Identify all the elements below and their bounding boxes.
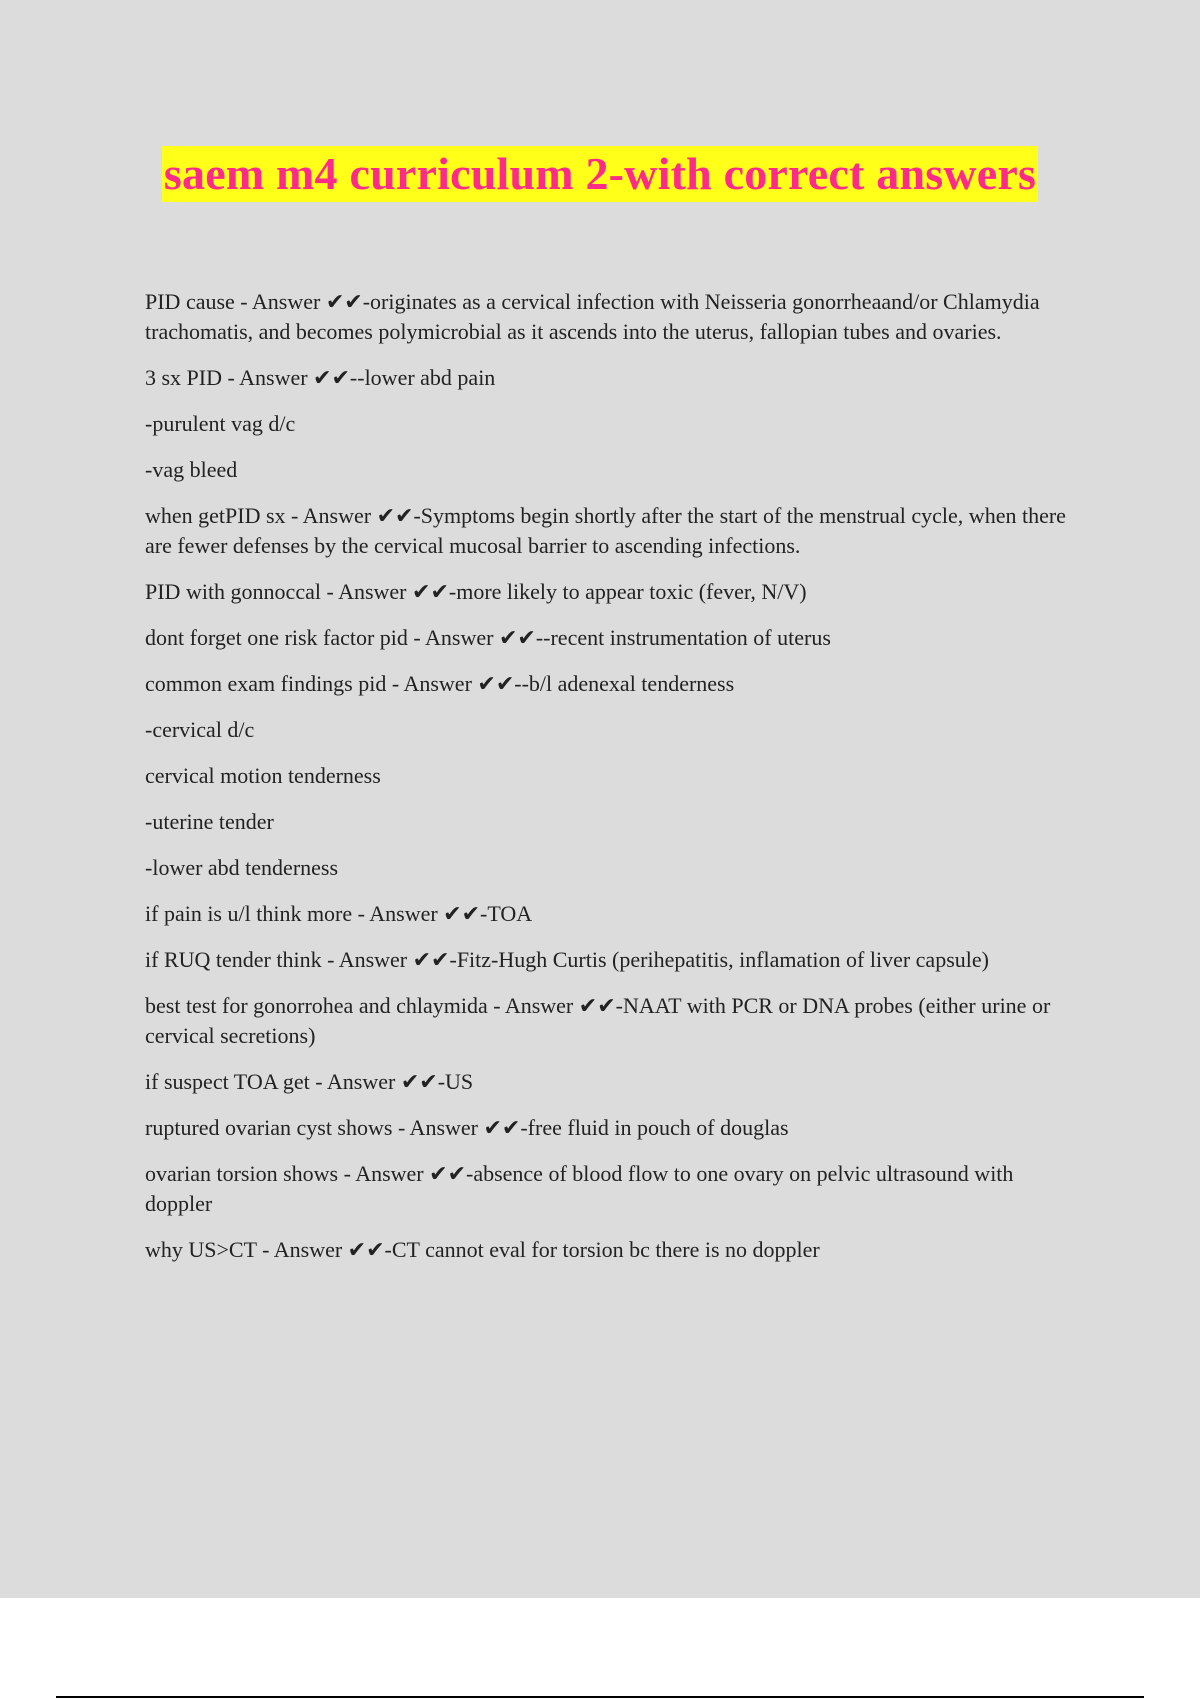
title-container (0, 146, 1200, 202)
qa-entry: -purulent vag d/c (145, 411, 296, 436)
qa-entry: ruptured ovarian cyst shows - Answer ✔✔-free fluid in pouch of douglas (145, 1115, 789, 1140)
qa-entry: -vag bleed (145, 457, 238, 482)
qa-entry: -cervical d/c (145, 717, 255, 742)
qa-entry: PID cause - Answer ✔✔-originates as a cervical infection with Neisseria gonorrheaand/or Chlamydia trachomatis, and becomes polymicrobial as it ascends into the uterus, fallopian tubes and ovaries. (145, 289, 1040, 344)
qa-entry: if RUQ tender think - Answer ✔✔-Fitz-Hugh Curtis (perihepatitis, inflamation of liver capsule) (145, 947, 989, 972)
qa-entry: best test for gonorrohea and chlaymida - Answer ✔✔-NAAT with PCR or DNA probes (either urine or cervical secretions) (145, 993, 1051, 1048)
qa-entry: common exam findings pid - Answer ✔✔--b/l adenexal tenderness (145, 671, 735, 696)
qa-list (145, 287, 1085, 1281)
footer-divider (56, 1696, 1144, 1698)
qa-entry: cervical motion tenderness (145, 763, 381, 788)
qa-entry: -lower abd tenderness (145, 855, 339, 880)
document-title: saem m4 curriculum 2-with correct answers (162, 146, 1038, 202)
qa-entry: dont forget one risk factor pid - Answer ✔✔--recent instrumentation of uterus (145, 625, 831, 650)
qa-entry: if pain is u/l think more - Answer ✔✔-TOA (145, 901, 533, 926)
qa-entry: -uterine tender (145, 809, 274, 834)
qa-entry: when getPID sx - Answer ✔✔-Symptoms begin shortly after the start of the menstrual cycle, when there are fewer defenses by the cervical mucosal barrier to ascending infections. (145, 503, 1066, 558)
qa-entry: PID with gonnoccal - Answer ✔✔-more likely to appear toxic (fever, N/V) (145, 579, 807, 604)
qa-entry: ovarian torsion shows - Answer ✔✔-absence of blood flow to one ovary on pelvic ultrasound with doppler (145, 1161, 1014, 1216)
qa-entry: 3 sx PID - Answer ✔✔--lower abd pain (145, 365, 496, 390)
qa-entry: why US>CT - Answer ✔✔-CT cannot eval for torsion bc there is no doppler (145, 1237, 820, 1262)
qa-entry: if suspect TOA get - Answer ✔✔-US (145, 1069, 474, 1094)
